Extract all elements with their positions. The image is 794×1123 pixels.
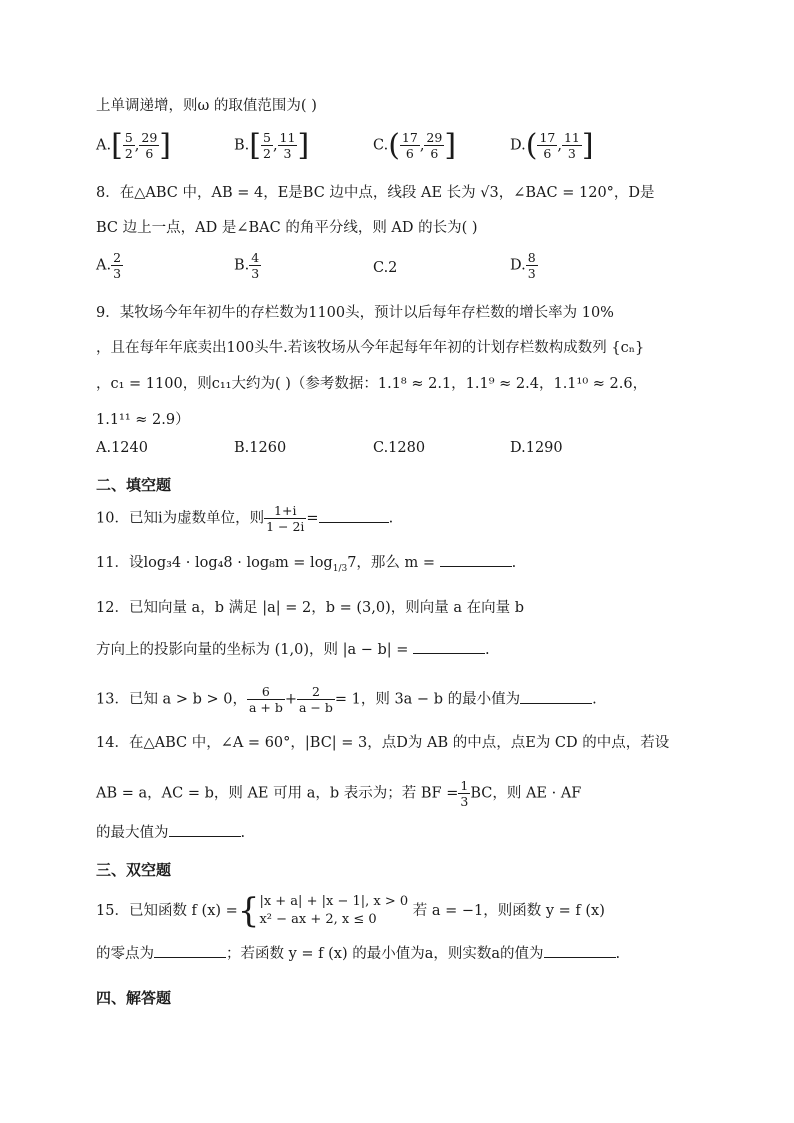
q8-option-b: B. $\frac{4}{3}$ [234, 250, 260, 281]
section-heading-double-blank: 三、双空题 [96, 861, 172, 879]
q9-option-a: A.1240 [96, 440, 148, 456]
q15-line-1: 15．已知函数 f (x) ={ |x + a| + |x − 1|, x > 0 x² − ax + 2, x ≤ 0 若 a = −1，则函数 y = f (x) [96, 891, 605, 931]
q9-line-1: 9．某牧场今年年初牛的存栏数为1100头，预计以后每年存栏数的增长率为 10% [96, 305, 614, 321]
q7-option-b: B.[ $\frac{5}{2}$ , $\frac{11}{3}$ ] [234, 128, 310, 163]
q9-option-b: B.1260 [234, 440, 287, 456]
q9-option-c: C.1280 [373, 440, 426, 456]
q12-line-2: 方向上的投影向量的坐标为 (1,0)，则 |a − b| = . [96, 642, 490, 658]
section-heading-fill-blank: 二、填空题 [96, 476, 172, 494]
q13: 13．已知 a > b > 0， $\frac{6}{a + b}$ + $\frac{2}{a - b}$ = 1，则 3a − b 的最小值为 . [96, 684, 597, 715]
q9-line-3: ，c₁ = 1100，则c₁₁大约为( )（参考数据：1.1⁸ ≈ 2.1，1.1⁹ ≈ 2.4，1.1¹⁰ ≈ 2.6， [96, 376, 648, 392]
q14-line-2: AB = a，AC = b，则 AE 可用 a，b 表示为；若 BF = $\frac{1}{3}$ BC，则 AE · AF [96, 778, 582, 809]
q15-line-2: 的零点为 ；若函数 y = f (x) 的最小值为a，则实数a的值为 . [96, 946, 621, 962]
q12-line-1: 12．已知向量 a，b 满足 |a| = 2，b = (3,0)，则向量 a 在向量 b [96, 600, 524, 616]
q9-line-2: ，且在每年年底卖出100头牛.若该牧场从今年起每年年初的计划存栏数构成数列 {cₙ} [96, 340, 645, 356]
q11: 11．设$\log_34 \cdot \log_48 \cdot \log_8m = \log_{1/3}7$，那么 m = . [96, 555, 517, 574]
q7-option-d: D.( $\frac{17}{6}$ , $\frac{11}{3}$ ] [510, 128, 594, 163]
section-heading-solutions: 四、解答题 [96, 989, 172, 1007]
q7-option-c: C.( $\frac{17}{6}$ , $\frac{29}{6}$ ] [373, 128, 457, 163]
q7-option-a: A.[ $\frac{5}{2}$ , $\frac{29}{6}$ ] [96, 128, 171, 163]
q8-option-d: D. $\frac{8}{3}$ [510, 250, 536, 281]
q14-line-3: 的最大值为 . [96, 825, 246, 841]
q9-line-4: 1.1¹¹ ≈ 2.9） [96, 412, 190, 428]
q8-option-a: A. $\frac{2}{3}$ [96, 250, 122, 281]
q7-tail: 上单调递增，则ω 的取值范围为( ) [96, 98, 317, 114]
q14-line-1: 14．在△ABC 中，∠A = 60°，|BC| = 3，点D为 AB 的中点，点E为 CD 的中点，若设 [96, 735, 670, 751]
q8-line-2: BC 边上一点，AD 是∠BAC 的角平分线，则 AD 的长为( ) [96, 220, 478, 236]
q10: 10．已知i为虚数单位，则 $\frac{1+i}{1 - 2i}$ = . [96, 503, 394, 534]
q8-option-c: C.2 [373, 260, 398, 276]
q9-option-d: D.1290 [510, 440, 563, 456]
q8-line-1: 8．在△ABC 中，AB = 4，E是BC 边中点，线段 AE 长为 √3，∠BAC = 120°，D是 [96, 185, 655, 201]
